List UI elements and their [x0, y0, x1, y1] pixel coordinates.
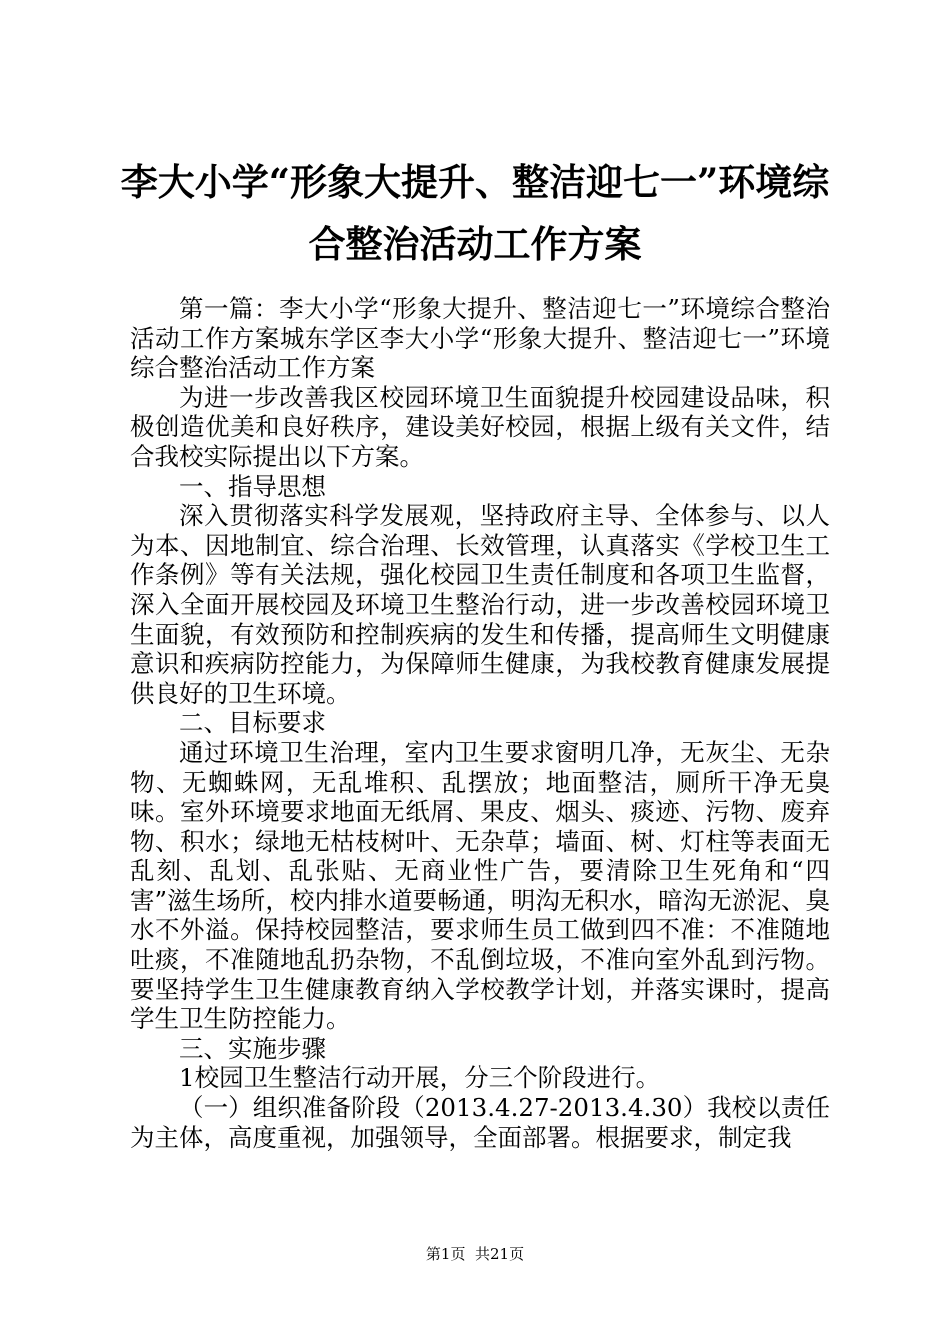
section-heading-goals: 二、目标要求	[179, 708, 326, 738]
document-title-line-2: 合整治活动工作方案	[308, 222, 642, 266]
paragraph-steps-overview: 1校园卫生整洁行动开展，分三个阶段进行。	[179, 1063, 661, 1093]
page-number-footer: 第1页 共21页	[425, 1245, 525, 1263]
paragraph-stage-one: （一）组织准备阶段（2013.4.27-2013.4.30）我校以责任为主体，高度重视，加强领导，全面部署。根据要求，制定我	[130, 1093, 830, 1152]
document-title-line-1: 李大小学“形象大提升、整洁迎七一”环境综	[120, 160, 830, 204]
section-heading-steps: 三、实施步骤	[179, 1033, 326, 1063]
paragraph-goals: 通过环境卫生治理，室内卫生要求窗明几净，无灰尘、无杂物、无蜘蛛网，无乱堆积、乱摆放；地面整洁，厕所干净无臭味。室外环境要求地面无纸屑、果皮、烟头、痰迹、污物、废弃物、积水；绿地无枯枝树叶、无杂草；墙面、树、灯柱等表面无乱刻、乱划、乱张贴、无商业性广告，要清除卫生死角和“四害”滋生场所，校内排水道要畅通，明沟无积水，暗沟无淤泥、臭水不外溢。保持校园整洁，要求师生员工做到四不准：不准随地吐痰，不准随地乱扔杂物，不乱倒垃圾，不准向室外乱到污物。要坚持学生卫生健康教育纳入学校教学计划，并落实课时，提高学生卫生防控能力。	[130, 737, 830, 1034]
paragraph-guiding-thought: 深入贯彻落实科学发展观，坚持政府主导、全体参与、以人为本、因地制宜、综合治理、长效管理，认真落实《学校卫生工作条例》等有关法规，强化校园卫生责任制度和各项卫生监督，深入全面开展校园及环境卫生整治行动，进一步改善校园环境卫生面貌，有效预防和控制疾病的发生和传播，提高师生文明健康意识和疾病防控能力，为保障师生健康，为我校教育健康发展提供良好的卫生环境。	[130, 501, 830, 708]
paragraph-purpose: 为进一步改善我区校园环境卫生面貌提升校园建设品味，积极创造优美和良好秩序，建设美好校园，根据上级有关文件，结合我校实际提出以下方案。	[130, 382, 830, 471]
section-heading-guiding-thought: 一、指导思想	[179, 471, 326, 501]
document-body	[130, 294, 830, 1152]
paragraph-intro: 第一篇：李大小学“形象大提升、整洁迎七一”环境综合整治活动工作方案城东学区李大小学“形象大提升、整洁迎七一”环境综合整治活动工作方案	[130, 294, 830, 383]
